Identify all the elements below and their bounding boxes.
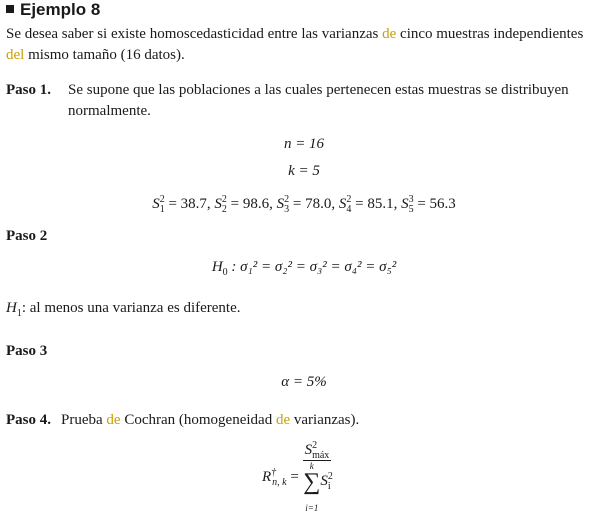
variances-line	[0, 196, 608, 213]
intro-line-1: Se desea saber si existe homoscedasticidad entre las varianzas de cinco muestras independientes	[6, 26, 584, 42]
variance-3: $S^2_3 = 78.0$,	[276, 194, 339, 215]
formula-numerator: $S^2_{máx}$	[304, 440, 330, 461]
paso3-label: Paso 3	[6, 343, 48, 359]
alpha-value: α = 5%	[281, 374, 327, 390]
paso1-label: Paso 1.	[6, 82, 51, 98]
paso4-line: Paso 4. Prueba de Cochran (homogeneidad de varianzas).	[6, 412, 360, 428]
variance-1: $S^2_1 = 38.7$,	[152, 194, 215, 215]
summation-icon: ∑	[303, 469, 321, 495]
formula-denominator: k ∑ i=1 $S^2_i$	[303, 461, 333, 513]
variance-2: $S^2_2 = 98.6$,	[214, 194, 277, 215]
intro-line-2: del mismo tamaño (16 datos).	[6, 47, 185, 63]
cochran-formula: $R^\dagger_{n, k}$ = $S^2_{máx}$ k ∑ i=1 $S^2_i$	[262, 440, 333, 513]
alt-hypothesis: $H_1$: al menos una varianza es diferente.	[6, 300, 241, 319]
square-bullet-icon	[6, 5, 14, 13]
variance-5: $S^3_5 = 56.3$	[401, 194, 456, 215]
k-equation: k = 5	[288, 163, 320, 179]
paso2-label: Paso 2	[6, 228, 48, 244]
paso1-text-2: normalmente.	[68, 103, 151, 119]
formula-fraction	[303, 442, 332, 513]
example-title: Ejemplo 8	[6, 0, 100, 20]
formula-lhs: $R^\dagger_{n, k}$	[262, 467, 287, 488]
variance-4: $S^2_4 = 85.1$,	[338, 194, 402, 215]
paso1-text-1: Se supone que las poblaciones a las cuales pertenecen estas muestras se distribuyen	[68, 82, 569, 98]
n-equation: n = 16	[283, 136, 325, 152]
null-hypothesis: $H_0$ : σ₁² = σ₂² = σ₃² = σ₄² = σ₅²	[211, 259, 397, 278]
